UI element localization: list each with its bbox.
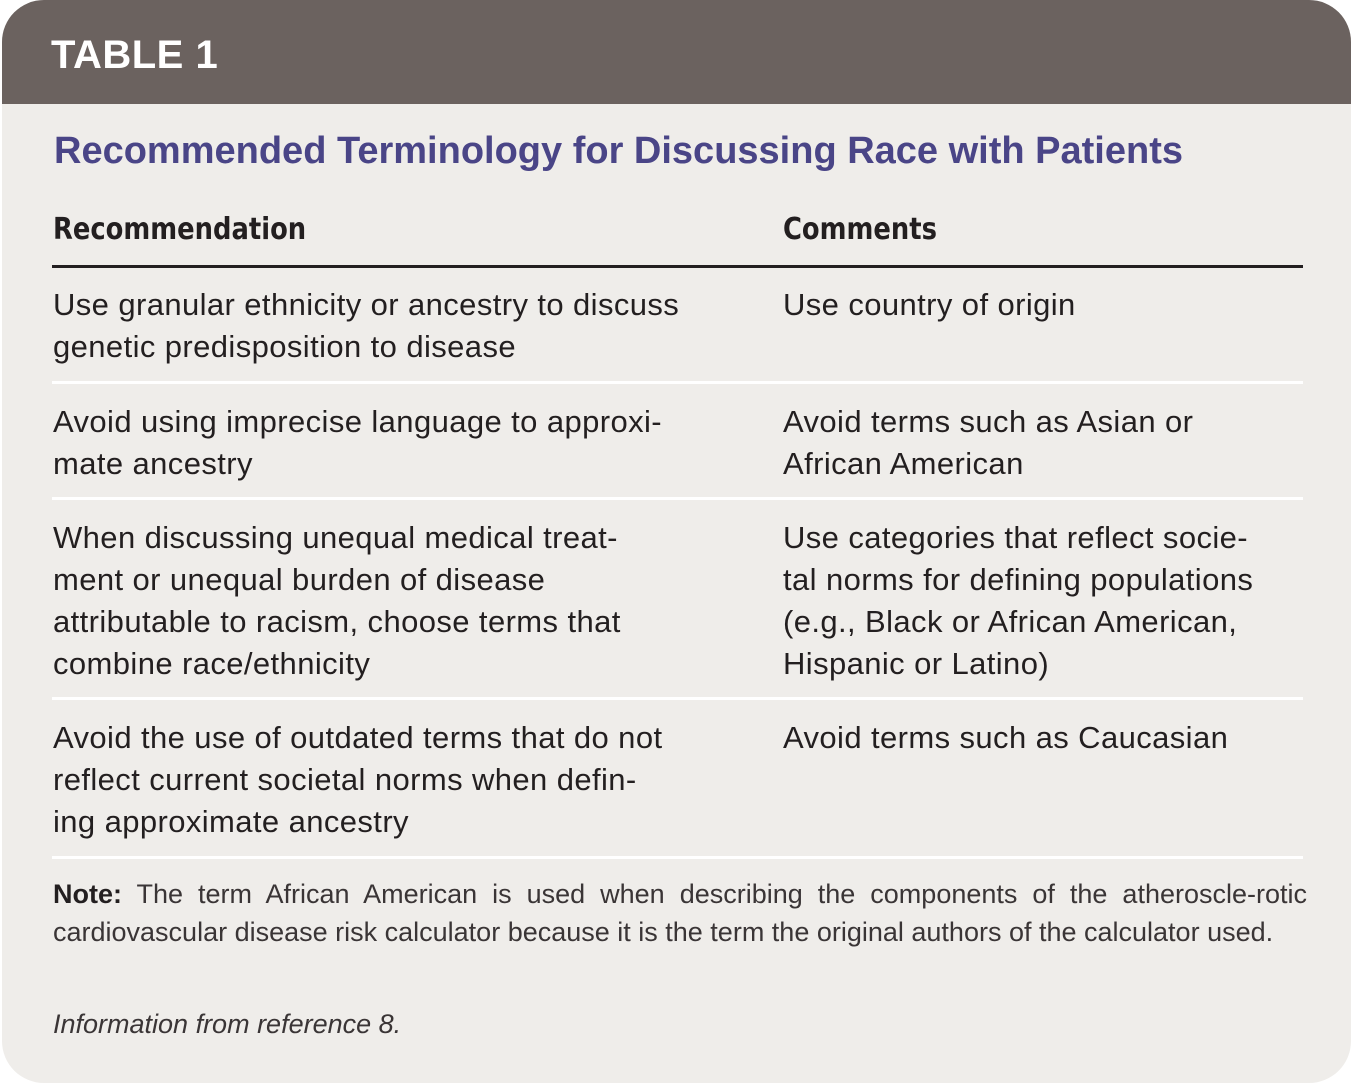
row-divider [52,381,1303,384]
text-line: Avoid terms such as Caucasian [783,720,1229,755]
text-line: combine race/ethnicity [53,646,371,681]
row-1-comments [783,284,1313,326]
row-4-comments [783,717,1313,759]
row-divider [52,697,1303,700]
text-line: When discussing unequal medical treat- [53,520,618,555]
text-line: ment or unequal burden of disease [53,562,546,597]
text-line: Avoid using imprecise language to approxi- [53,404,663,439]
table-card [2,0,1351,1083]
text-line: genetic predisposition to disease [53,329,516,364]
row-2-comments [783,401,1313,485]
note-label: Note: [53,879,122,909]
row-2-recommendation [53,401,753,485]
row-4-recommendation [53,717,753,843]
text-line: Use country of origin [783,287,1076,322]
note-text: The term African American is used when describing the components of the atheroscle-rotic cardiovascular disease risk calculator because it is the term the original authors of the calculator used. [53,879,1307,947]
text-line: Avoid the use of outdated terms that do not [53,720,663,755]
text-line: (e.g., Black or African American, [783,604,1238,639]
column-header-recommendation: Recommendation [53,212,307,247]
text-line: Avoid terms such as Asian or [783,404,1194,439]
header-divider [52,265,1303,268]
text-line: Use categories that reflect socie- [783,520,1249,555]
table-label: TABLE 1 [51,33,219,77]
text-line: attributable to racism, choose terms that [53,604,621,639]
text-line: reflect current societal norms when defin- [53,762,637,797]
text-line: African American [783,446,1024,481]
table-header-bar [2,0,1351,104]
row-3-recommendation [53,517,753,685]
column-header-comments: Comments [783,212,937,247]
table-source: Information from reference 8. [53,1009,402,1039]
text-line: tal norms for defining populations [783,562,1254,597]
table-title: Recommended Terminology for Discussing Race with Patients [54,130,1183,172]
row-divider [52,856,1303,859]
text-line: ing approximate ancestry [53,804,409,839]
table-note [53,875,1307,951]
text-line: Use granular ethnicity or ancestry to discuss [53,287,680,322]
row-divider [52,497,1303,500]
row-3-comments [783,517,1313,685]
row-1-recommendation [53,284,753,368]
text-line: mate ancestry [53,446,253,481]
text-line: Hispanic or Latino) [783,646,1050,681]
